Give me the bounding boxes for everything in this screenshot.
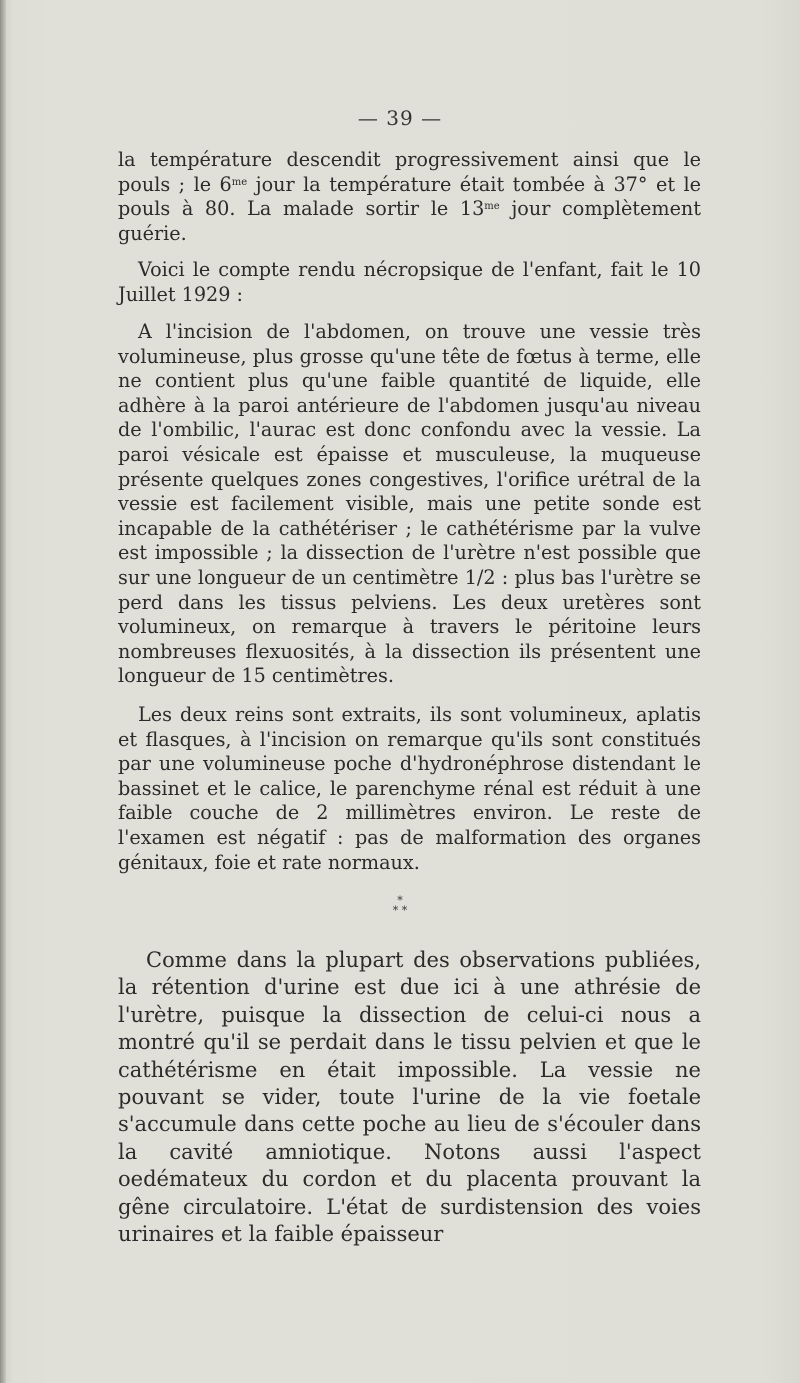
paragraph-abdomen bbox=[118, 320, 701, 689]
text-run: jour la température était tombée à 37° et le pouls à 80. La malade sortir le 13 bbox=[118, 172, 701, 221]
separator-star-top: * bbox=[397, 894, 403, 907]
paragraph-text: Comme dans la plupart des observations publiées, la rétention d'urine est due ici à une athrésie de l'urètre, puisque la dissection de celui-ci nous a montré qu'il se perdait dans le tissu pelvien et que le cathétérisme en était impossible. La vessie ne pouvant se vider, toute l'urine de la vie foetale s'accumule dans cette poche au lieu de s'écouler dans la cavité amniotique. Notons aussi l'aspect oedémateux du cordon et du placenta prouvant la gêne circulatoire. L'état de surdistension des voies urinaires et la faible épaisseur bbox=[118, 948, 701, 1247]
paragraph-discussion bbox=[118, 947, 701, 1248]
paragraph-text: A l'incision de l'abdomen, on trouve une vessie très volumineuse, plus grosse qu'une tête de fœtus à terme, elle ne contient plus qu'une faible quantité de liquide, elle adhère à la paroi antérieure de l'abdomen jusqu'au niveau de l'ombilic, l'aurac est donc confondu avec la vessie. La paroi vésicale est épaisse et musculeuse, la muqueuse présente quelques zones congestives, l'orifice urétral de la vessie est facilement visible, mais une petite sonde est incapable de la cathétériser ; le cathétérisme par la vulve est impossible ; la dissection de l'urètre n'est possible que sur une longueur de un centimètre 1/2 : plus bas l'urètre se perd dans les tissus pelviens. Les deux uretères sont volumineux, on remarque à travers le péritoine leurs nombreuses flexuosités, à la dissection ils présentent une longueur de 15 centimètres. bbox=[118, 320, 701, 688]
page-number: — 39 — bbox=[357, 106, 443, 130]
paragraph-continuation bbox=[118, 148, 701, 246]
paragraph-text: Voici le compte rendu nécropsique de l'enfant, fait le 10 Juillet 1929 : bbox=[118, 258, 701, 306]
paragraph-kidneys bbox=[118, 703, 701, 875]
separator-stars-bottom: * * bbox=[392, 904, 408, 917]
paragraph-text bbox=[118, 148, 701, 246]
text-run: la température descendit progressivement ainsi que le pouls ; le 6 bbox=[118, 148, 701, 196]
superscript: me bbox=[484, 201, 500, 213]
text-run: jour complètement guérie. bbox=[118, 197, 701, 245]
section-separator bbox=[0, 896, 800, 916]
superscript: me bbox=[231, 176, 248, 188]
paragraph-necropsy-intro bbox=[118, 258, 701, 307]
paragraph-text: Les deux reins sont extraits, ils sont volumineux, aplatis et flasques, à l'incision on remarque qu'ils sont constitués par une volumineuse poche d'hydronéphrose distendant le bassinet et le calice, le parenchyme rénal est réduit à une faible couche de 2 millimètres environ. Le reste de l'examen est négatif : pas de malformation des organes génitaux, foie et rate normaux. bbox=[118, 703, 701, 874]
binding-edge bbox=[0, 0, 6, 1383]
